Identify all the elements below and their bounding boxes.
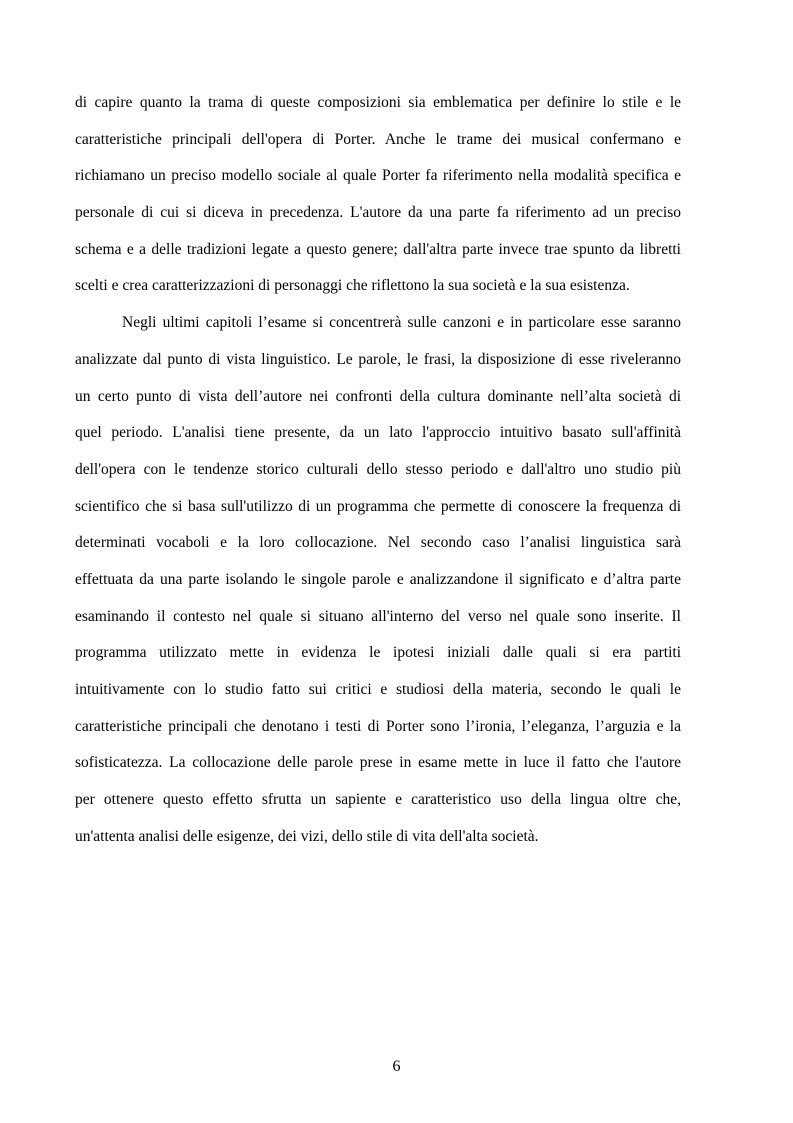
paragraph-2	[75, 312, 681, 862]
text-line: dell'opera con le tendenze storico culturali dello stesso periodo e dall'altro uno studio più	[75, 460, 681, 478]
text-line: un certo punto di vista dell’autore nei confronti della cultura dominante nell’alta società di	[75, 387, 681, 405]
text-line: scientifico che si basa sull'utilizzo di un programma che permette di conoscere la frequenza di	[75, 497, 681, 515]
text-line: quel periodo. L'analisi tiene presente, da un lato l'approccio intuitivo basato sull'affinità	[75, 424, 681, 442]
text-line: richiamano un preciso modello sociale al quale Porter fa riferimento nella modalità specifica e	[75, 167, 681, 185]
text-line: effettuata da una parte isolando le singole parole e analizzandone il significato e d’altra parte	[75, 570, 681, 588]
text-line: intuitivamente con lo studio fatto sui critici e studiosi della materia, secondo le quali le	[75, 681, 681, 698]
text-line: determinati vocaboli e la loro collocazione. Nel secondo caso l’analisi linguistica sarà	[75, 534, 681, 552]
page-number: 6	[392, 1058, 401, 1075]
body-text	[75, 92, 681, 862]
text-line: analizzate dal punto di vista linguistico. Le parole, le frasi, la disposizione di esse riveleranno	[75, 350, 681, 368]
text-line: programma utilizzato mette in evidenza le ipotesi iniziali dalle quali si era partiti	[75, 644, 681, 662]
text-line: Negli ultimi capitoli l’esame si concentrerà sulle canzoni e in particolare esse saranno	[122, 314, 681, 332]
text-line: schema e a delle tradizioni legate a questo genere; dall'altra parte invece trae spunto da libretti	[75, 240, 681, 258]
text-line: sofisticatezza. La collocazione delle parole prese in esame mette in luce il fatto che l'autore	[75, 754, 681, 772]
text-line: scelti e crea caratterizzazioni di personaggi che riflettono la sua società e la sua esistenza.	[75, 277, 630, 295]
text-line: caratteristiche principali che denotano i testi di Porter sono l’ironia, l’eleganza, l’arguzia e la	[75, 717, 681, 735]
paragraph-1	[75, 92, 681, 312]
text-line: un'attenta analisi delle esigenze, dei vizi, dello stile di vita dell'alta società.	[75, 827, 539, 845]
text-line: di capire quanto la trama di queste composizioni sia emblematica per definire lo stile e le	[75, 94, 681, 111]
text-line: per ottenere questo effetto sfrutta un sapiente e caratteristico uso della lingua oltre che,	[75, 791, 681, 809]
text-line: personale di cui si diceva in precedenza. L'autore da una parte fa riferimento ad un preciso	[75, 204, 681, 222]
text-line: esaminando il contesto nel quale si situano all'interno del verso nel quale sono inserite. Il	[75, 607, 681, 625]
text-line: caratteristiche principali dell'opera di Porter. Anche le trame dei musical confermano e	[75, 130, 681, 148]
